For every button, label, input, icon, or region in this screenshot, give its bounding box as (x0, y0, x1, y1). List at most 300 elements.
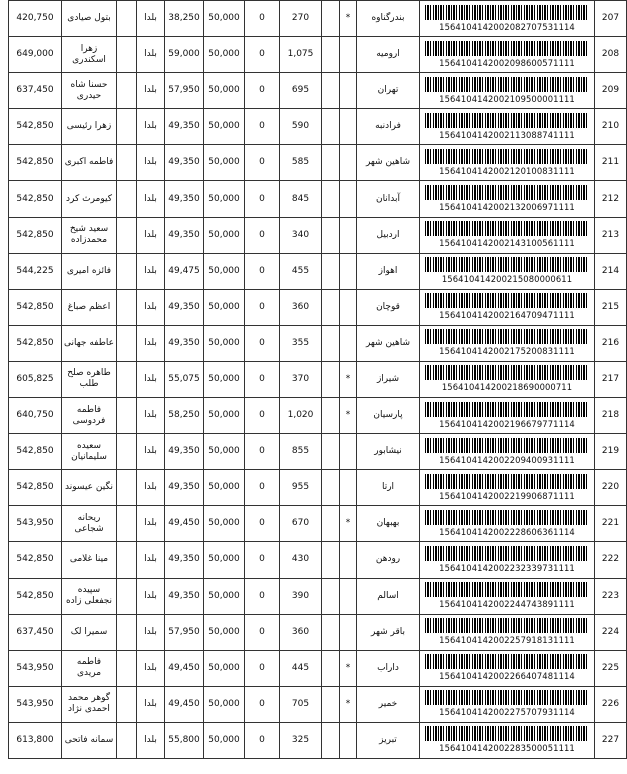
barcode (422, 434, 592, 469)
empty-cell (117, 1, 137, 37)
barcode-bars-icon (425, 402, 589, 417)
barcode-number: 1564104142002275707931114 (439, 707, 575, 718)
barcode-number: 1564104142002143100561111 (439, 238, 575, 249)
total-cell: 613,800 (9, 722, 62, 758)
empty-cell (322, 434, 340, 470)
row-number-cell: 221 (595, 506, 627, 542)
count-cell: 705 (280, 686, 322, 722)
type-cell: بلدا (137, 722, 165, 758)
empty-cell (322, 506, 340, 542)
row-number-cell: 217 (595, 361, 627, 397)
base-amount-cell: 50,000 (204, 37, 245, 73)
base-amount-cell: 50,000 (204, 614, 245, 650)
table-row (9, 686, 627, 722)
barcode-number: 1564104142002228606361114 (439, 526, 575, 537)
count-cell: 270 (280, 1, 322, 37)
total-cell: 542,850 (9, 542, 62, 578)
zero-cell: 0 (245, 325, 280, 361)
barcode-bars-icon (425, 221, 589, 236)
city-cell: داراب (357, 650, 420, 686)
base-amount-cell: 50,000 (204, 434, 245, 470)
star-mark-cell (340, 289, 357, 325)
city-cell: قوچان (357, 289, 420, 325)
type-cell: بلدا (137, 686, 165, 722)
empty-cell (322, 470, 340, 506)
amount-cell: 49,450 (165, 506, 204, 542)
zero-cell: 0 (245, 289, 280, 325)
type-cell: بلدا (137, 253, 165, 289)
amount-cell: 55,800 (165, 722, 204, 758)
city-cell: نیشابور (357, 434, 420, 470)
barcode-number: 1564104142002232339731111 (439, 562, 575, 573)
barcode-number: 1564104142002082707531114 (439, 21, 575, 32)
type-cell: بلدا (137, 470, 165, 506)
barcode-number: 1564104142002098600571111 (439, 57, 575, 68)
empty-cell (322, 650, 340, 686)
barcode (422, 37, 592, 72)
empty-cell (117, 217, 137, 253)
empty-cell (117, 73, 137, 109)
count-cell: 355 (280, 325, 322, 361)
barcode-number: 1564104142002244743891111 (439, 599, 575, 610)
barcode (422, 542, 592, 577)
base-amount-cell: 50,000 (204, 542, 245, 578)
row-number-cell: 213 (595, 217, 627, 253)
barcode-cell (420, 325, 595, 361)
star-mark-cell: * (340, 650, 357, 686)
empty-cell (117, 181, 137, 217)
barcode-cell (420, 650, 595, 686)
amount-cell: 49,350 (165, 542, 204, 578)
name-cell: بتول صیادی (62, 1, 117, 37)
count-cell: 455 (280, 253, 322, 289)
barcode-number: 1564104142002109500001111 (439, 93, 575, 104)
barcode (422, 73, 592, 108)
city-cell: ارومیه (357, 37, 420, 73)
count-cell: 590 (280, 109, 322, 145)
table-row (9, 37, 627, 73)
empty-cell (117, 470, 137, 506)
barcode-number: 1564104142002209400931111 (439, 454, 575, 465)
barcode-bars-icon (425, 41, 589, 56)
row-number-cell: 220 (595, 470, 627, 506)
barcode-number: 1564104142002283500051111 (439, 743, 575, 754)
barcode-cell (420, 398, 595, 434)
barcode-bars-icon (425, 329, 589, 344)
table-row (9, 506, 627, 542)
star-mark-cell (340, 109, 357, 145)
total-cell: 649,000 (9, 37, 62, 73)
barcode-bars-icon (425, 149, 589, 164)
barcode (422, 254, 592, 289)
base-amount-cell: 50,000 (204, 398, 245, 434)
barcode-number: 1564104142002257918131111 (439, 635, 575, 646)
barcode (422, 1, 592, 36)
barcode (422, 362, 592, 397)
table-row (9, 325, 627, 361)
name-cell: فاطمه فردوسی (62, 398, 117, 434)
barcode-bars-icon (425, 257, 589, 272)
barcode (422, 615, 592, 650)
count-cell: 695 (280, 73, 322, 109)
row-number-cell: 225 (595, 650, 627, 686)
empty-cell (117, 37, 137, 73)
barcode (422, 181, 592, 216)
star-mark-cell: * (340, 686, 357, 722)
barcode-cell (420, 578, 595, 614)
total-cell: 542,850 (9, 578, 62, 614)
total-cell: 543,950 (9, 686, 62, 722)
row-number-cell: 226 (595, 686, 627, 722)
empty-cell (322, 181, 340, 217)
table-row (9, 470, 627, 506)
city-cell: آبدانان (357, 181, 420, 217)
barcode-cell (420, 289, 595, 325)
barcode-cell (420, 434, 595, 470)
star-mark-cell (340, 325, 357, 361)
total-cell: 544,225 (9, 253, 62, 289)
count-cell: 855 (280, 434, 322, 470)
table-row (9, 289, 627, 325)
amount-cell: 49,450 (165, 650, 204, 686)
name-cell: سپیده نجفعلی زاده (62, 578, 117, 614)
row-number-cell: 207 (595, 1, 627, 37)
city-cell: اردبیل (357, 217, 420, 253)
barcode-bars-icon (425, 654, 589, 669)
table-row (9, 109, 627, 145)
zero-cell: 0 (245, 181, 280, 217)
table-row (9, 1, 627, 37)
name-cell: کیومرث کرد (62, 181, 117, 217)
type-cell: بلدا (137, 109, 165, 145)
barcode-cell (420, 109, 595, 145)
zero-cell: 0 (245, 542, 280, 578)
total-cell: 543,950 (9, 650, 62, 686)
base-amount-cell: 50,000 (204, 217, 245, 253)
barcode-cell (420, 37, 595, 73)
amount-cell: 49,350 (165, 109, 204, 145)
empty-cell (117, 289, 137, 325)
type-cell: بلدا (137, 37, 165, 73)
table-row (9, 73, 627, 109)
count-cell: 325 (280, 722, 322, 758)
count-cell: 585 (280, 145, 322, 181)
barcode-cell (420, 614, 595, 650)
barcode-bars-icon (425, 582, 589, 597)
name-cell: فائزه امیری (62, 253, 117, 289)
amount-cell: 49,350 (165, 181, 204, 217)
records-table (8, 0, 627, 759)
city-cell: بندرگناوه (357, 1, 420, 37)
type-cell: بلدا (137, 217, 165, 253)
base-amount-cell: 50,000 (204, 289, 245, 325)
star-mark-cell: * (340, 398, 357, 434)
barcode-bars-icon (425, 618, 589, 633)
empty-cell (322, 37, 340, 73)
barcode-number: 1564104142002175200831111 (439, 346, 575, 357)
row-number-cell: 215 (595, 289, 627, 325)
barcode-bars-icon (425, 77, 589, 92)
barcode (422, 506, 592, 541)
city-cell: خمیر (357, 686, 420, 722)
type-cell: بلدا (137, 145, 165, 181)
type-cell: بلدا (137, 325, 165, 361)
barcode-bars-icon (425, 726, 589, 741)
row-number-cell: 210 (595, 109, 627, 145)
star-mark-cell (340, 73, 357, 109)
total-cell: 637,450 (9, 73, 62, 109)
barcode (422, 470, 592, 505)
empty-cell (322, 614, 340, 650)
barcode-cell (420, 181, 595, 217)
table-row (9, 398, 627, 434)
empty-cell (322, 398, 340, 434)
empty-cell (322, 253, 340, 289)
empty-cell (117, 542, 137, 578)
star-mark-cell (340, 181, 357, 217)
barcode (422, 290, 592, 325)
base-amount-cell: 50,000 (204, 253, 245, 289)
name-cell: مینا غلامی (62, 542, 117, 578)
zero-cell: 0 (245, 686, 280, 722)
table-row (9, 578, 627, 614)
empty-cell (117, 722, 137, 758)
barcode-bars-icon (425, 510, 589, 525)
total-cell: 542,850 (9, 217, 62, 253)
total-cell: 542,850 (9, 181, 62, 217)
type-cell: بلدا (137, 181, 165, 217)
total-cell: 542,850 (9, 145, 62, 181)
type-cell: بلدا (137, 1, 165, 37)
barcode-number: 1564104142002196679771114 (439, 418, 575, 429)
empty-cell (117, 434, 137, 470)
empty-cell (117, 253, 137, 289)
empty-cell (322, 722, 340, 758)
name-cell: سعیده سلیمانیان (62, 434, 117, 470)
barcode (422, 218, 592, 253)
table-row (9, 434, 627, 470)
base-amount-cell: 50,000 (204, 578, 245, 614)
star-mark-cell: * (340, 361, 357, 397)
name-cell: عاطفه جهانی (62, 325, 117, 361)
row-number-cell: 227 (595, 722, 627, 758)
table-row (9, 542, 627, 578)
count-cell: 370 (280, 361, 322, 397)
amount-cell: 49,475 (165, 253, 204, 289)
barcode-bars-icon (425, 293, 589, 308)
city-cell: تهران (357, 73, 420, 109)
barcode-cell (420, 361, 595, 397)
zero-cell: 0 (245, 470, 280, 506)
star-mark-cell (340, 37, 357, 73)
name-cell: طاهره صلح طلب (62, 361, 117, 397)
amount-cell: 59,000 (165, 37, 204, 73)
type-cell: بلدا (137, 73, 165, 109)
barcode-cell (420, 722, 595, 758)
table-row (9, 217, 627, 253)
star-mark-cell (340, 253, 357, 289)
empty-cell (117, 614, 137, 650)
barcode-bars-icon (425, 546, 589, 561)
zero-cell: 0 (245, 614, 280, 650)
barcode (422, 651, 592, 686)
total-cell: 542,850 (9, 434, 62, 470)
empty-cell (322, 289, 340, 325)
table-row (9, 361, 627, 397)
row-number-cell: 212 (595, 181, 627, 217)
type-cell: بلدا (137, 614, 165, 650)
barcode-cell (420, 253, 595, 289)
city-cell: ارتا (357, 470, 420, 506)
city-cell: اهواز (357, 253, 420, 289)
city-cell: شاهین شهر (357, 145, 420, 181)
count-cell: 390 (280, 578, 322, 614)
city-cell: تبریز (357, 722, 420, 758)
table-row (9, 253, 627, 289)
name-cell: زهرا رئیسی (62, 109, 117, 145)
amount-cell: 49,450 (165, 686, 204, 722)
amount-cell: 57,950 (165, 614, 204, 650)
zero-cell: 0 (245, 650, 280, 686)
star-mark-cell (340, 722, 357, 758)
row-number-cell: 218 (595, 398, 627, 434)
empty-cell (322, 73, 340, 109)
count-cell: 445 (280, 650, 322, 686)
total-cell: 543,950 (9, 506, 62, 542)
zero-cell: 0 (245, 145, 280, 181)
empty-cell (117, 361, 137, 397)
count-cell: 845 (280, 181, 322, 217)
city-cell: فرادنبه (357, 109, 420, 145)
type-cell: بلدا (137, 434, 165, 470)
barcode-number: 156410414200218690000711 (441, 382, 573, 393)
count-cell: 360 (280, 289, 322, 325)
type-cell: بلدا (137, 398, 165, 434)
barcode (422, 579, 592, 614)
name-cell: نگین عیسوند (62, 470, 117, 506)
base-amount-cell: 50,000 (204, 361, 245, 397)
table-row (9, 145, 627, 181)
empty-cell (117, 506, 137, 542)
zero-cell: 0 (245, 109, 280, 145)
barcode-bars-icon (425, 690, 589, 705)
barcode (422, 687, 592, 722)
empty-cell (322, 145, 340, 181)
star-mark-cell (340, 542, 357, 578)
row-number-cell: 224 (595, 614, 627, 650)
amount-cell: 57,950 (165, 73, 204, 109)
star-mark-cell (340, 434, 357, 470)
count-cell: 340 (280, 217, 322, 253)
barcode-cell (420, 145, 595, 181)
count-cell: 1,020 (280, 398, 322, 434)
empty-cell (117, 686, 137, 722)
table-row (9, 614, 627, 650)
base-amount-cell: 50,000 (204, 686, 245, 722)
zero-cell: 0 (245, 73, 280, 109)
row-number-cell: 214 (595, 253, 627, 289)
name-cell: ریحانه شجاعی (62, 506, 117, 542)
barcode (422, 109, 592, 144)
name-cell: سعید شیخ محمدزاده (62, 217, 117, 253)
type-cell: بلدا (137, 289, 165, 325)
count-cell: 670 (280, 506, 322, 542)
barcode-cell (420, 217, 595, 253)
barcode (422, 398, 592, 433)
total-cell: 640,750 (9, 398, 62, 434)
empty-cell (117, 109, 137, 145)
empty-cell (322, 686, 340, 722)
barcode-bars-icon (425, 113, 589, 128)
zero-cell: 0 (245, 722, 280, 758)
total-cell: 542,850 (9, 109, 62, 145)
row-number-cell: 208 (595, 37, 627, 73)
amount-cell: 58,250 (165, 398, 204, 434)
city-cell: اسالم (357, 578, 420, 614)
base-amount-cell: 50,000 (204, 506, 245, 542)
amount-cell: 49,350 (165, 470, 204, 506)
zero-cell: 0 (245, 434, 280, 470)
barcode-bars-icon (425, 438, 589, 453)
base-amount-cell: 50,000 (204, 470, 245, 506)
empty-cell (117, 145, 137, 181)
amount-cell: 49,350 (165, 434, 204, 470)
barcode-bars-icon (425, 365, 589, 380)
empty-cell (322, 325, 340, 361)
base-amount-cell: 50,000 (204, 1, 245, 37)
amount-cell: 49,350 (165, 325, 204, 361)
name-cell: اعظم صباغ (62, 289, 117, 325)
base-amount-cell: 50,000 (204, 181, 245, 217)
count-cell: 955 (280, 470, 322, 506)
barcode-number: 1564104142002219906871111 (439, 490, 575, 501)
name-cell: فاطمه اکبری (62, 145, 117, 181)
name-cell: فاطمه مریدی (62, 650, 117, 686)
star-mark-cell: * (340, 506, 357, 542)
base-amount-cell: 50,000 (204, 722, 245, 758)
total-cell: 542,850 (9, 325, 62, 361)
city-cell: شیراز (357, 361, 420, 397)
amount-cell: 49,350 (165, 289, 204, 325)
name-cell: زهرا اسکندری (62, 37, 117, 73)
total-cell: 420,750 (9, 1, 62, 37)
table-row (9, 181, 627, 217)
zero-cell: 0 (245, 37, 280, 73)
type-cell: بلدا (137, 506, 165, 542)
star-mark-cell: * (340, 1, 357, 37)
barcode-cell (420, 542, 595, 578)
count-cell: 430 (280, 542, 322, 578)
row-number-cell: 223 (595, 578, 627, 614)
barcode-cell (420, 1, 595, 37)
empty-cell (322, 361, 340, 397)
barcode-bars-icon (425, 5, 589, 20)
city-cell: بهبهان (357, 506, 420, 542)
barcode (422, 723, 592, 758)
zero-cell: 0 (245, 398, 280, 434)
city-cell: پارسیان (357, 398, 420, 434)
row-number-cell: 222 (595, 542, 627, 578)
empty-cell (322, 1, 340, 37)
zero-cell: 0 (245, 1, 280, 37)
table-row (9, 722, 627, 758)
barcode-cell (420, 506, 595, 542)
type-cell: بلدا (137, 542, 165, 578)
type-cell: بلدا (137, 650, 165, 686)
barcode-number: 1564104142002132006971111 (439, 202, 575, 213)
barcode-number: 1564104142002113088741111 (439, 129, 575, 140)
name-cell: حسنا شاه حیدری (62, 73, 117, 109)
